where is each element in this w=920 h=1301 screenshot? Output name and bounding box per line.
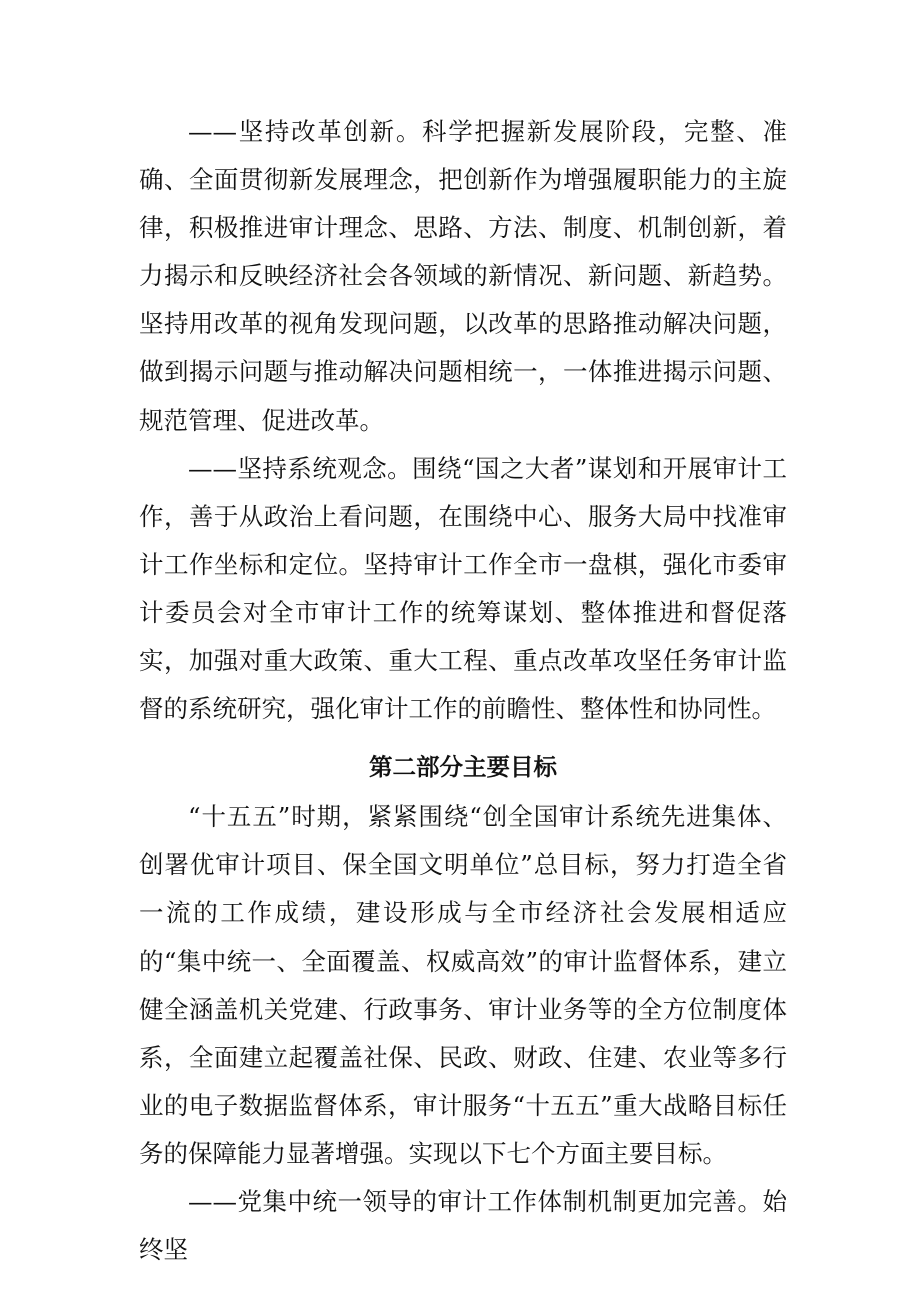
paragraph-reform-innovation: ——坚持改革创新。科学把握新发展阶段，完整、准确、全面贯彻新发展理念，把创新作为增强履职能力的主旋律，积极推进审计理念、思路、方法、制度、机制创新，着力揭示和反映经济社会各领域的新情况、新问题、新趋势。坚持用改革的视角发现问题，以改革的思路推动解决问题，做到揭示问题与推动解决问题相统一，一体推进揭示问题、规范管理、促进改革。 <box>139 117 787 435</box>
section-heading: 第二部分主要目标 <box>369 753 557 782</box>
paragraph-party-leadership: ——党集中统一领导的审计工作体制机制更加完善。始终坚 <box>139 1186 787 1265</box>
paragraph-main-goals: “十五五”时期，紧紧围绕“创全国审计系统先进集体、创署优审计项目、保全国文明单位”总目标，努力打造全省一流的工作成绩，建设形成与全市经济社会发展相适应的“集中统一、全面覆盖、权威高效”的审计监督体系，建立健全涵盖机关党建、行政事务、审计业务等的全方位制度体系，全面建立起覆盖社保、民政、财政、住建、农业等多行业的电子数据监督体系，审计服务“十五五”重大战略目标任务的保障能力显著增强。实现以下七个方面主要目标。 <box>139 802 787 1168</box>
paragraph-system-concept: ——坚持系统观念。围绕“国之大者”谋划和开展审计工作，善于从政治上看问题，在围绕中心、服务大局中找准审计工作坐标和定位。坚持审计工作全市一盘棋，强化市委审计委员会对全市审计工作的统筹谋划、整体推进和督促落实，加强对重大政策、重大工程、重点改革攻坚任务审计监督的系统研究，强化审计工作的前瞻性、整体性和协同性。 <box>139 453 787 724</box>
document-body <box>139 108 787 1274</box>
